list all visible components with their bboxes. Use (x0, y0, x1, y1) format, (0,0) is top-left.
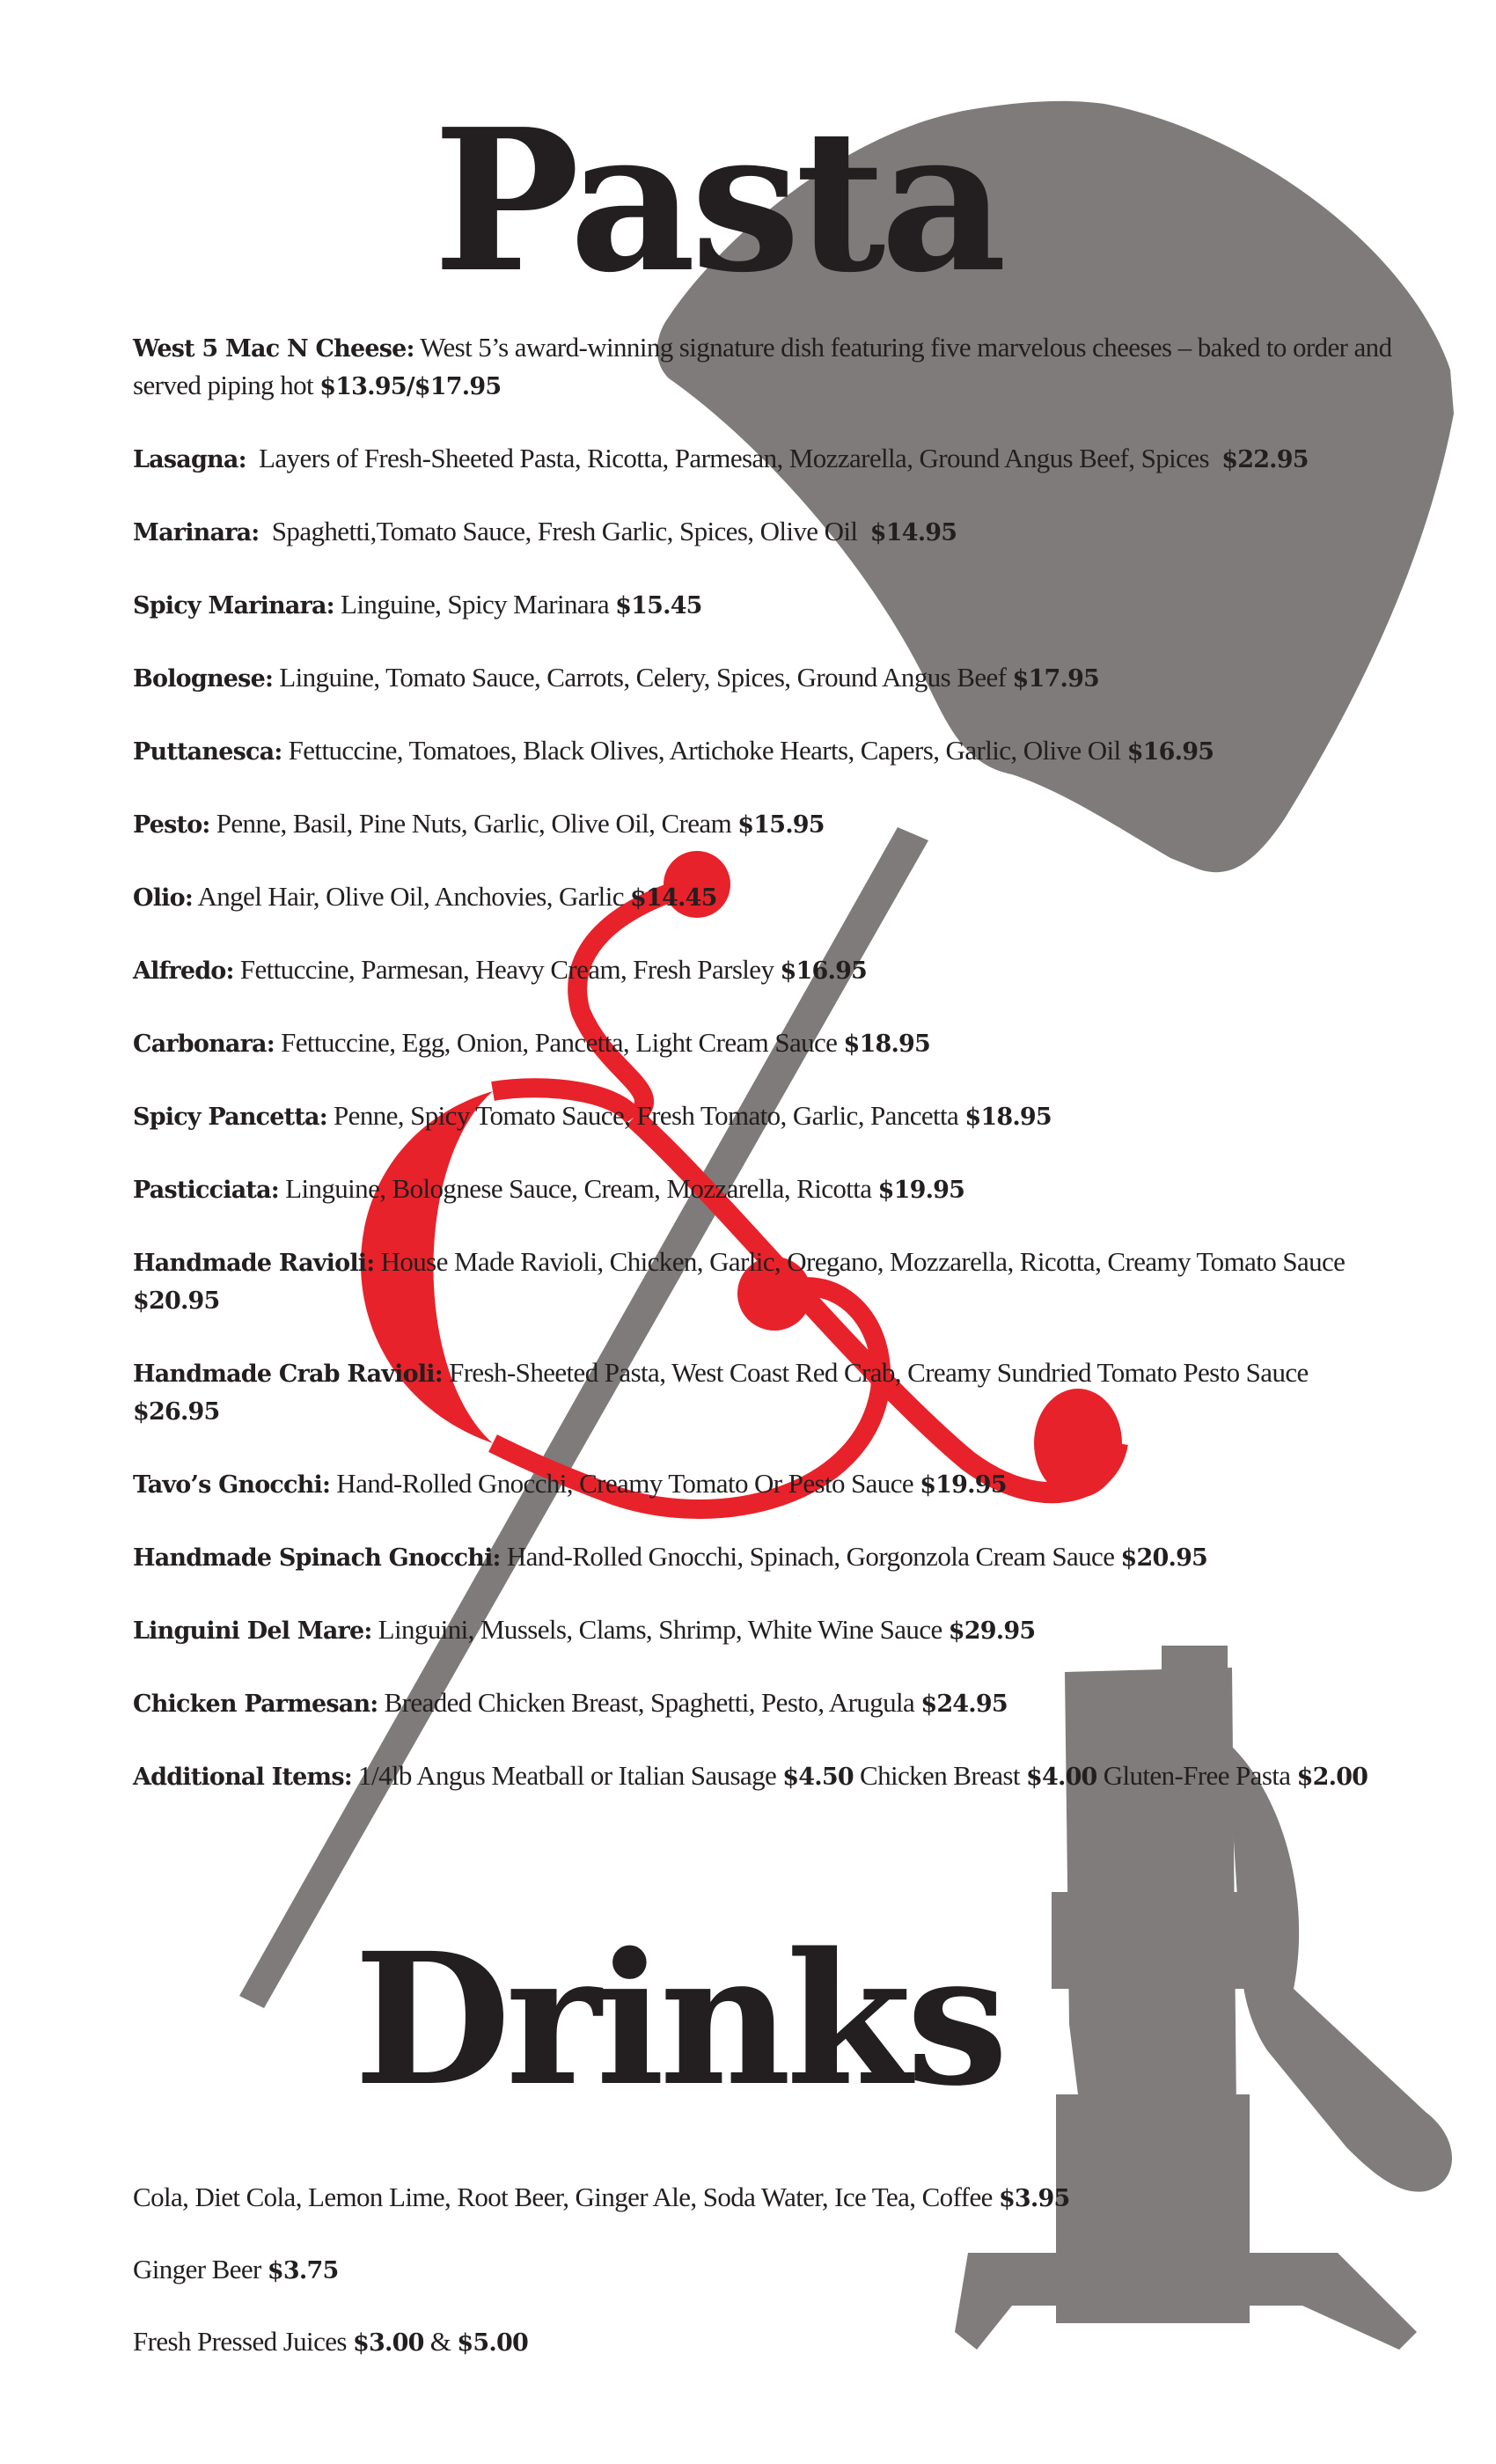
menu-item-price: $16.95 (1126, 738, 1214, 766)
menu-item-description: Linguine, Tomato Sauce, Carrots, Celery, Spices, Ground Angus Beef (273, 662, 1013, 693)
menu-item-description: West 5’s award-winning signature dish featuring five marvelous cheeses – baked to order and served piping hot (133, 332, 1398, 400)
menu-item-name: Handmade Spinach Gnocchi: (133, 1544, 501, 1572)
menu-item (133, 1538, 1400, 1576)
menu-item-description: Fettuccine, Tomatoes, Black Olives, Artichoke Hearts, Capers, Garlic, Olive Oil (282, 735, 1127, 766)
menu-item (133, 1354, 1400, 1430)
menu-item-name: Olio: (133, 884, 194, 912)
menu-item-description: Linguini, Mussels, Clams, Shrimp, White Wine Sauce (371, 1614, 949, 1645)
menu-item-name: Pesto: (133, 811, 210, 839)
menu-item (133, 878, 1400, 916)
menu-item-price: $3.95 (998, 2185, 1070, 2212)
menu-item (133, 1465, 1400, 1503)
menu-item-price: $20.95 (1120, 1544, 1208, 1572)
menu-item-description: Fettuccine, Egg, Onion, Pancetta, Light Cream Sauce (274, 1027, 844, 1058)
menu-item-price: $18.95 (843, 1030, 931, 1058)
menu-item-description: Ginger Beer (133, 2254, 268, 2284)
menu-item-price: $15.95 (737, 811, 825, 839)
menu-item-description: Linguine, Bolognese Sauce, Cream, Mozzarella, Ricotta (278, 1173, 878, 1204)
menu-item-description: House Made Ravioli, Chicken, Garlic, Oregano, Mozzarella, Ricotta, Creamy Tomato Sauce (374, 1246, 1352, 1277)
menu-item-price: $14.95 (869, 519, 957, 546)
menu-item-price: $29.95 (948, 1617, 1036, 1645)
menu-item-price: $14.45 (630, 884, 717, 912)
menu-item-price: $4.50 (782, 1764, 854, 1791)
menu-item (133, 2323, 1400, 2361)
menu-item-description: Hand-Rolled Gnocchi, Creamy Tomato Or Pesto Sauce (330, 1468, 920, 1499)
menu-item-description: Cola, Diet Cola, Lemon Lime, Root Beer, Ginger Ale, Soda Water, Ice Tea, Coffee (133, 2182, 999, 2212)
menu-item-price: $13.95/$17.95 (319, 373, 502, 400)
menu-item-price: $19.95 (920, 1471, 1007, 1499)
menu-item-price: $4.00 (1026, 1764, 1097, 1791)
menu-item-name: Marinara: (133, 519, 260, 546)
menu-item-description: & (423, 2326, 458, 2357)
menu-item-description: Fresh Pressed Juices (133, 2326, 354, 2357)
menu-item-price: $3.75 (267, 2257, 339, 2284)
menu-item-description: Penne, Spicy Tomato Sauce, Fresh Tomato, Garlic, Pancetta (326, 1100, 965, 1131)
menu-item-name: West 5 Mac N Cheese: (133, 335, 414, 363)
menu-item (133, 951, 1400, 989)
menu-item-name: Puttanesca: (133, 738, 282, 766)
menu-item-name: Pasticciata: (133, 1177, 279, 1204)
menu-item-name: Bolognese: (133, 665, 274, 693)
menu-item (133, 1097, 1400, 1135)
menu-item (133, 2179, 1400, 2217)
menu-item-description: Layers of Fresh-Sheeted Pasta, Ricotta, Parmesan, Mozzarella, Ground Angus Beef, Spices (246, 443, 1222, 473)
menu-item-description: Penne, Basil, Pine Nuts, Garlic, Olive Oil, Cream (209, 808, 738, 839)
menu-item-description: Chicken Breast (853, 1760, 1026, 1791)
drinks-menu-list (133, 2179, 1400, 2395)
pasta-section-title: Pasta (433, 87, 1002, 316)
menu-item-description: Hand-Rolled Gnocchi, Spinach, Gorgonzola Cream Sauce (500, 1541, 1121, 1572)
menu-item-price: $26.95 (133, 1398, 220, 1426)
menu-item (133, 440, 1400, 478)
menu-item-name: Alfredo: (133, 957, 234, 985)
menu-item-description: Gluten-Free Pasta (1096, 1760, 1297, 1791)
menu-item (133, 1243, 1400, 1319)
menu-item-name: Additional Items: (133, 1764, 352, 1791)
menu-item-price: $20.95 (133, 1287, 220, 1315)
menu-item-name: Carbonara: (133, 1030, 275, 1058)
menu-item-price: $24.95 (920, 1690, 1008, 1718)
menu-item-price: $3.00 (353, 2329, 424, 2357)
menu-item-description: Breaded Chicken Breast, Spaghetti, Pesto, Arugula (378, 1687, 921, 1718)
menu-item (133, 1611, 1400, 1649)
menu-item (133, 732, 1400, 770)
menu-item-name: Linguini Del Mare: (133, 1617, 372, 1645)
menu-item-price: $17.95 (1012, 665, 1100, 693)
menu-item-price: $5.00 (457, 2329, 528, 2357)
menu-item-description: Fettuccine, Parmesan, Heavy Cream, Fresh Parsley (233, 954, 781, 985)
menu-item-name: Spicy Pancetta: (133, 1104, 327, 1131)
menu-item (133, 1684, 1400, 1722)
menu-item-name: Handmade Ravioli: (133, 1250, 375, 1277)
menu-item-name: Tavo’s Gnocchi: (133, 1471, 331, 1499)
menu-item-name: Handmade Crab Ravioli: (133, 1360, 443, 1388)
menu-item-description: Linguine, Spicy Marinara (334, 589, 616, 620)
menu-item-price: $19.95 (877, 1177, 965, 1204)
menu-item-name: Chicken Parmesan: (133, 1690, 378, 1718)
menu-item-name: Spicy Marinara: (133, 592, 334, 620)
pasta-menu-list (133, 329, 1400, 1830)
menu-item (133, 1757, 1400, 1795)
menu-item-price: $15.45 (615, 592, 702, 620)
drinks-section-title: Drinks (354, 1913, 1003, 2126)
menu-item-price: $22.95 (1221, 446, 1309, 473)
menu-item-description: 1/4lb Angus Meatball or Italian Sausage (351, 1760, 783, 1791)
menu-item-name: Lasagna: (133, 446, 246, 473)
menu-item-description: Spaghetti,Tomato Sauce, Fresh Garlic, Spices, Olive Oil (259, 516, 870, 546)
menu-item-price: $16.95 (780, 957, 868, 985)
menu-item (133, 1024, 1400, 1062)
menu-item-description: Fresh-Sheeted Pasta, West Coast Red Crab, Creamy Sundried Tomato Pesto Sauce (442, 1357, 1315, 1388)
menu-item-price: $18.95 (964, 1104, 1052, 1131)
menu-item (133, 1170, 1400, 1208)
menu-item (133, 805, 1400, 843)
menu-item (133, 659, 1400, 697)
menu-item-description: Angel Hair, Olive Oil, Anchovies, Garlic (193, 881, 631, 912)
menu-item (133, 329, 1400, 405)
menu-item (133, 2251, 1400, 2289)
menu-item-price: $2.00 (1296, 1764, 1368, 1791)
menu-item (133, 586, 1400, 624)
menu-item (133, 513, 1400, 551)
